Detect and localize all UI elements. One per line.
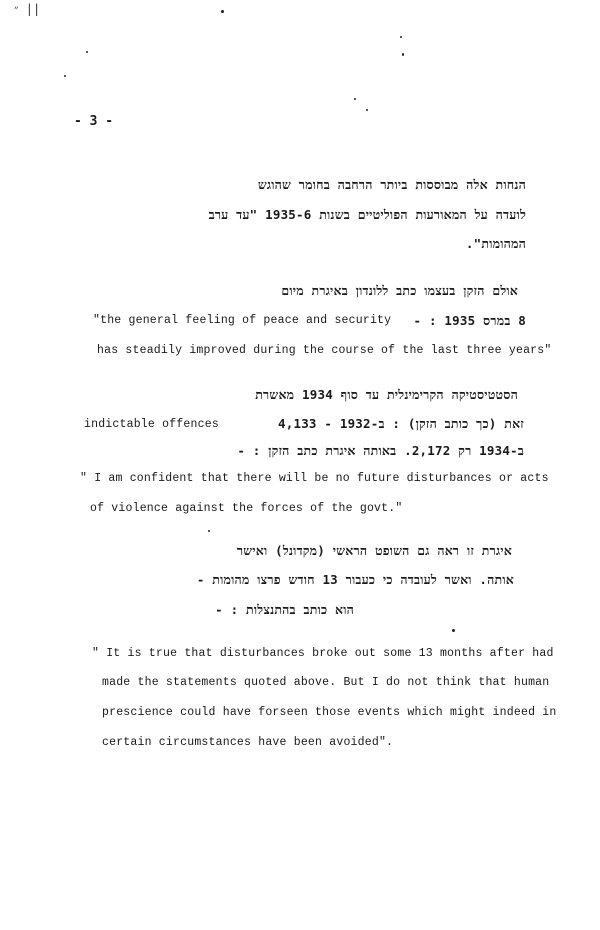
speck	[64, 75, 66, 77]
text-line-18: certain circumstances have been avoided".	[102, 736, 394, 749]
text-line-11: of violence against the forces of the govt."	[90, 502, 403, 515]
text-line-14: הוא כותב בהתנצלות : -	[215, 602, 354, 617]
text-line-13: אותה. ואשר לעובדה כי כעבור 13 חודש פרצו מהומות -	[196, 572, 514, 587]
speck	[221, 10, 224, 13]
text-line-3: המהומות".	[465, 236, 526, 251]
text-line-7: הסטטיסטיקה הקרימינלית עד סוף 1934 מאשרת	[255, 387, 518, 402]
text-line-8-hebrew: זאת (כך כותב הזקן) : ב-1932 - 4,133	[278, 416, 524, 431]
text-line-1: הנחות אלה מבוססות ביותר הרחבה בחומר שהוגש	[257, 177, 526, 192]
text-line-2: לועדה על המאורעות הפוליטיים בשנות 1935-6 "עד ערב	[208, 207, 526, 222]
speck	[400, 36, 402, 38]
text-line-4: אולם הזקן בעצמו כתב ללונדון באיגרת מיום	[281, 283, 518, 298]
text-line-12: איגרת זו ראה גם השופט הראשי (מקדונל) ואישר	[236, 543, 512, 558]
speck	[402, 53, 404, 56]
text-line-16: made the statements quoted above. But I do not think that human	[102, 676, 550, 689]
top-left-margin-mark: ״ ||	[14, 2, 41, 16]
text-line-6: has steadily improved during the course of the last three years"	[97, 344, 552, 357]
speck	[86, 51, 88, 53]
text-line-5-english: "the general feeling of peace and security	[93, 314, 392, 327]
text-line-10: " I am confident that there will be no future disturbances or acts	[80, 472, 549, 485]
speck	[452, 629, 455, 632]
page-number: - 3 -	[74, 114, 114, 129]
speck	[366, 109, 368, 111]
text-line-15: " It is true that disturbances broke out some 13 months after had	[92, 647, 554, 660]
text-line-5-hebrew: 8 במרס 1935 : -	[413, 313, 526, 328]
speck	[354, 98, 356, 100]
speck	[208, 530, 210, 532]
text-line-9: ב-1934 רק 2,172. באותה איגרת כתב הזקן : -	[237, 443, 524, 458]
text-line-8-english: indictable offences	[84, 418, 219, 431]
text-line-17: prescience could have forseen those events which might indeed in	[102, 706, 557, 719]
